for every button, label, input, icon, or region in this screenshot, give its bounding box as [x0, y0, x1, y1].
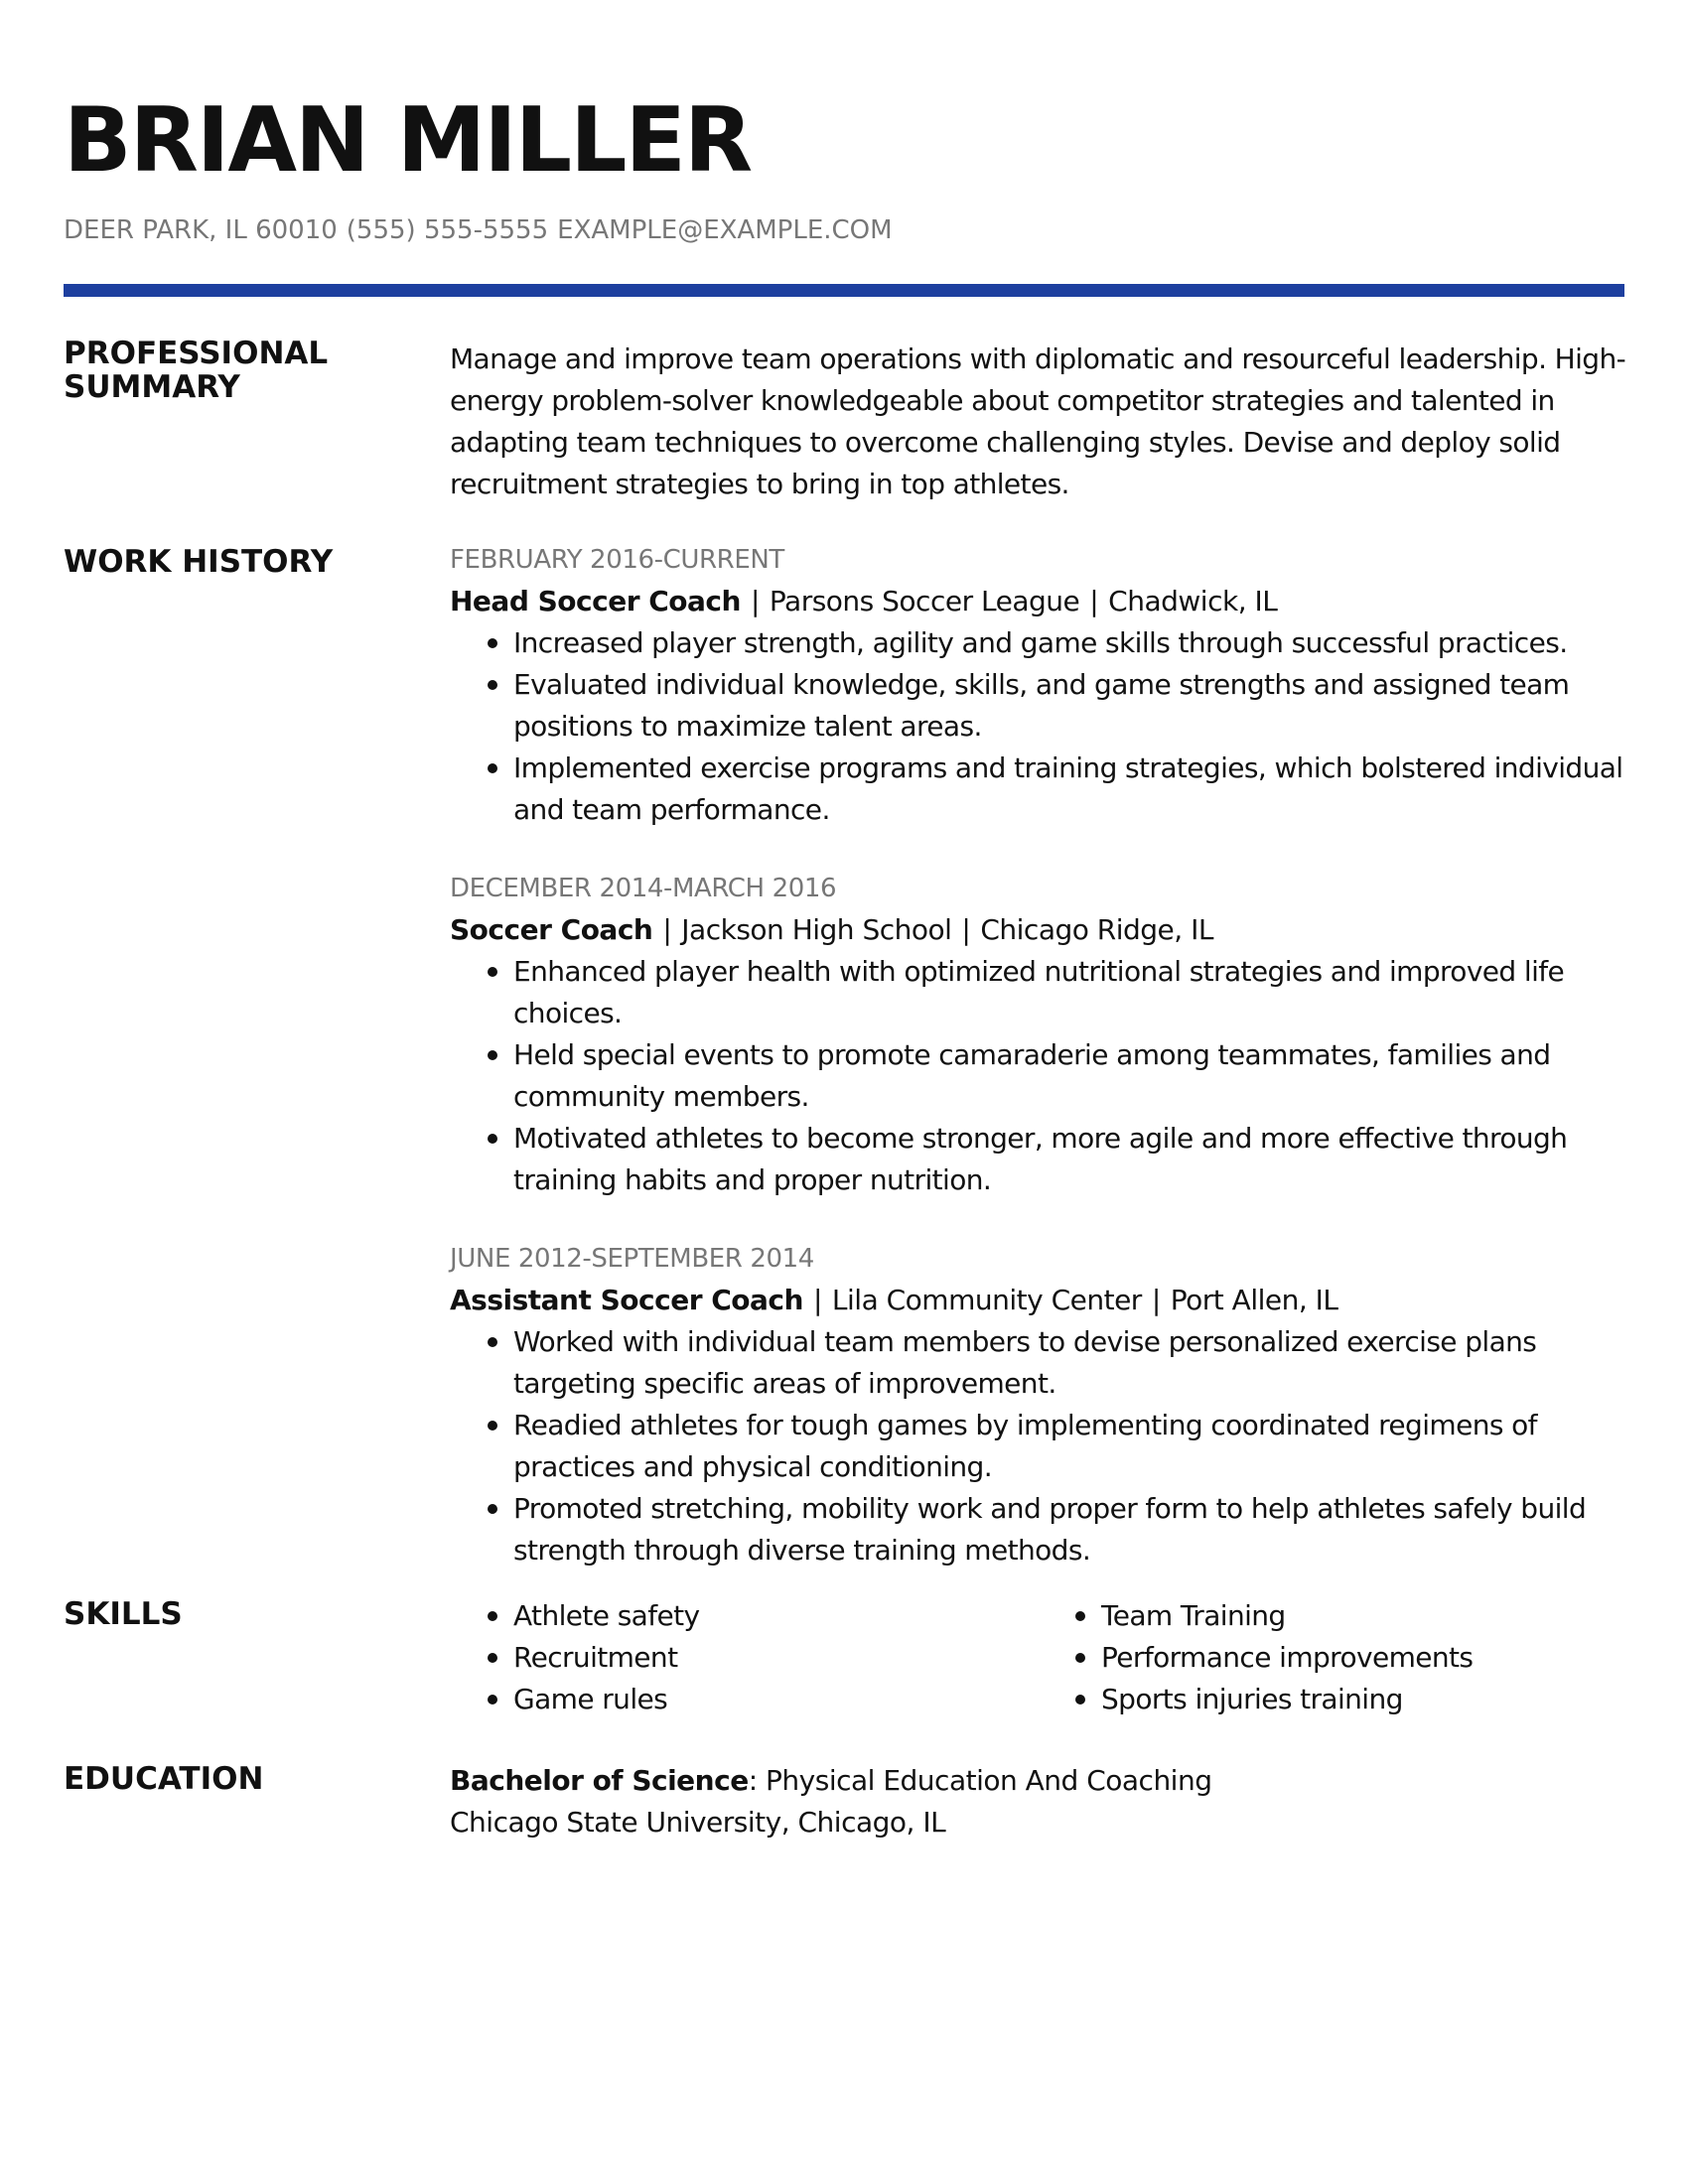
job-dates: DECEMBER 2014-MARCH 2016	[450, 874, 837, 903]
skill-item: Sports injuries training	[1101, 1679, 1625, 1720]
separator: |	[961, 913, 971, 946]
skill-item: Performance improvements	[1101, 1637, 1625, 1679]
school-line: Chicago State University, Chicago, IL	[450, 1806, 946, 1839]
job-heading	[450, 581, 1641, 622]
job-title: Assistant Soccer Coach	[450, 1284, 803, 1316]
candidate-name: BRIAN MILLER	[64, 88, 752, 193]
job-location: Chadwick, IL	[1108, 585, 1278, 617]
job-employer: Parsons Soccer League	[769, 585, 1080, 617]
skills-column-left	[450, 1595, 1038, 1720]
education-heading: EDUCATION	[64, 1761, 264, 1797]
job-bullet: Worked with individual team members to devise personalized exercise plans targeting specific areas of improvement.	[513, 1321, 1641, 1405]
skills-body	[450, 1595, 1641, 1720]
contact-location: DEER PARK, IL 60010	[64, 215, 338, 245]
job-bullet: Readied athletes for tough games by implementing coordinated regimens of practices and physical conditioning.	[513, 1405, 1641, 1488]
skills-grid	[450, 1595, 1641, 1720]
separator: |	[662, 913, 672, 946]
job-bullet: Evaluated individual knowledge, skills, and game strengths and assigned team positions to maximize talent areas.	[513, 664, 1641, 748]
job-bullets	[450, 1321, 1641, 1571]
degree-field: Physical Education And Coaching	[766, 1764, 1212, 1797]
skills-heading: SKILLS	[64, 1596, 183, 1632]
separator: |	[750, 585, 760, 617]
work-heading: WORK HISTORY	[64, 544, 334, 580]
job-bullet: Promoted stretching, mobility work and proper form to help athletes safely build strength through diverse training methods.	[513, 1488, 1641, 1571]
separator: |	[812, 1284, 822, 1316]
header-divider	[64, 284, 1624, 297]
job-bullet: Motivated athletes to become stronger, more agile and more effective through training habits and proper nutrition.	[513, 1118, 1641, 1201]
job-heading	[450, 1280, 1641, 1321]
contact-email: EXAMPLE@EXAMPLE.COM	[557, 215, 893, 245]
job-dates: JUNE 2012-SEPTEMBER 2014	[450, 1244, 814, 1274]
degree-colon: :	[748, 1764, 767, 1797]
job-dates: FEBRUARY 2016-CURRENT	[450, 545, 784, 575]
job-title: Head Soccer Coach	[450, 585, 741, 617]
job-entry	[450, 1238, 1641, 1571]
education-body	[450, 1760, 1641, 1843]
job-bullet: Held special events to promote camaraderie among teammates, families and community members.	[513, 1034, 1641, 1118]
skills-column-right	[1038, 1595, 1625, 1720]
contact-line	[64, 212, 893, 248]
job-entry	[450, 539, 1641, 831]
separator: |	[1151, 1284, 1161, 1316]
summary-text: Manage and improve team operations with diplomatic and resourceful leadership. High-energy problem-solver knowledgeable about competitor strategies and talented in adapting team techniques to overcome challenging styles. Devise and deploy solid recruitment strategies to bring in top athletes.	[450, 342, 1626, 500]
summary-heading: PROFESSIONAL SUMMARY	[64, 336, 329, 405]
contact-phone: (555) 555-5555	[346, 215, 549, 245]
job-entry	[450, 868, 1641, 1201]
skill-item: Game rules	[513, 1679, 1038, 1720]
job-employer: Lila Community Center	[831, 1284, 1142, 1316]
job-heading	[450, 909, 1641, 951]
degree-name: Bachelor of Science	[450, 1764, 749, 1797]
degree-line	[450, 1760, 1641, 1802]
skill-item: Team Training	[1101, 1595, 1625, 1637]
job-title: Soccer Coach	[450, 913, 653, 946]
work-body	[450, 539, 1641, 1608]
job-bullet: Enhanced player health with optimized nutritional strategies and improved life choices.	[513, 951, 1641, 1034]
separator: |	[1089, 585, 1099, 617]
skill-item: Athlete safety	[513, 1595, 1038, 1637]
job-location: Port Allen, IL	[1170, 1284, 1338, 1316]
job-bullets	[450, 622, 1641, 831]
summary-body	[450, 339, 1641, 505]
job-employer: Jackson High School	[681, 913, 952, 946]
job-bullet: Implemented exercise programs and training strategies, which bolstered individual and team performance.	[513, 748, 1641, 831]
skill-item: Recruitment	[513, 1637, 1038, 1679]
job-location: Chicago Ridge, IL	[980, 913, 1213, 946]
job-bullet: Increased player strength, agility and game skills through successful practices.	[513, 622, 1641, 664]
job-bullets	[450, 951, 1641, 1201]
